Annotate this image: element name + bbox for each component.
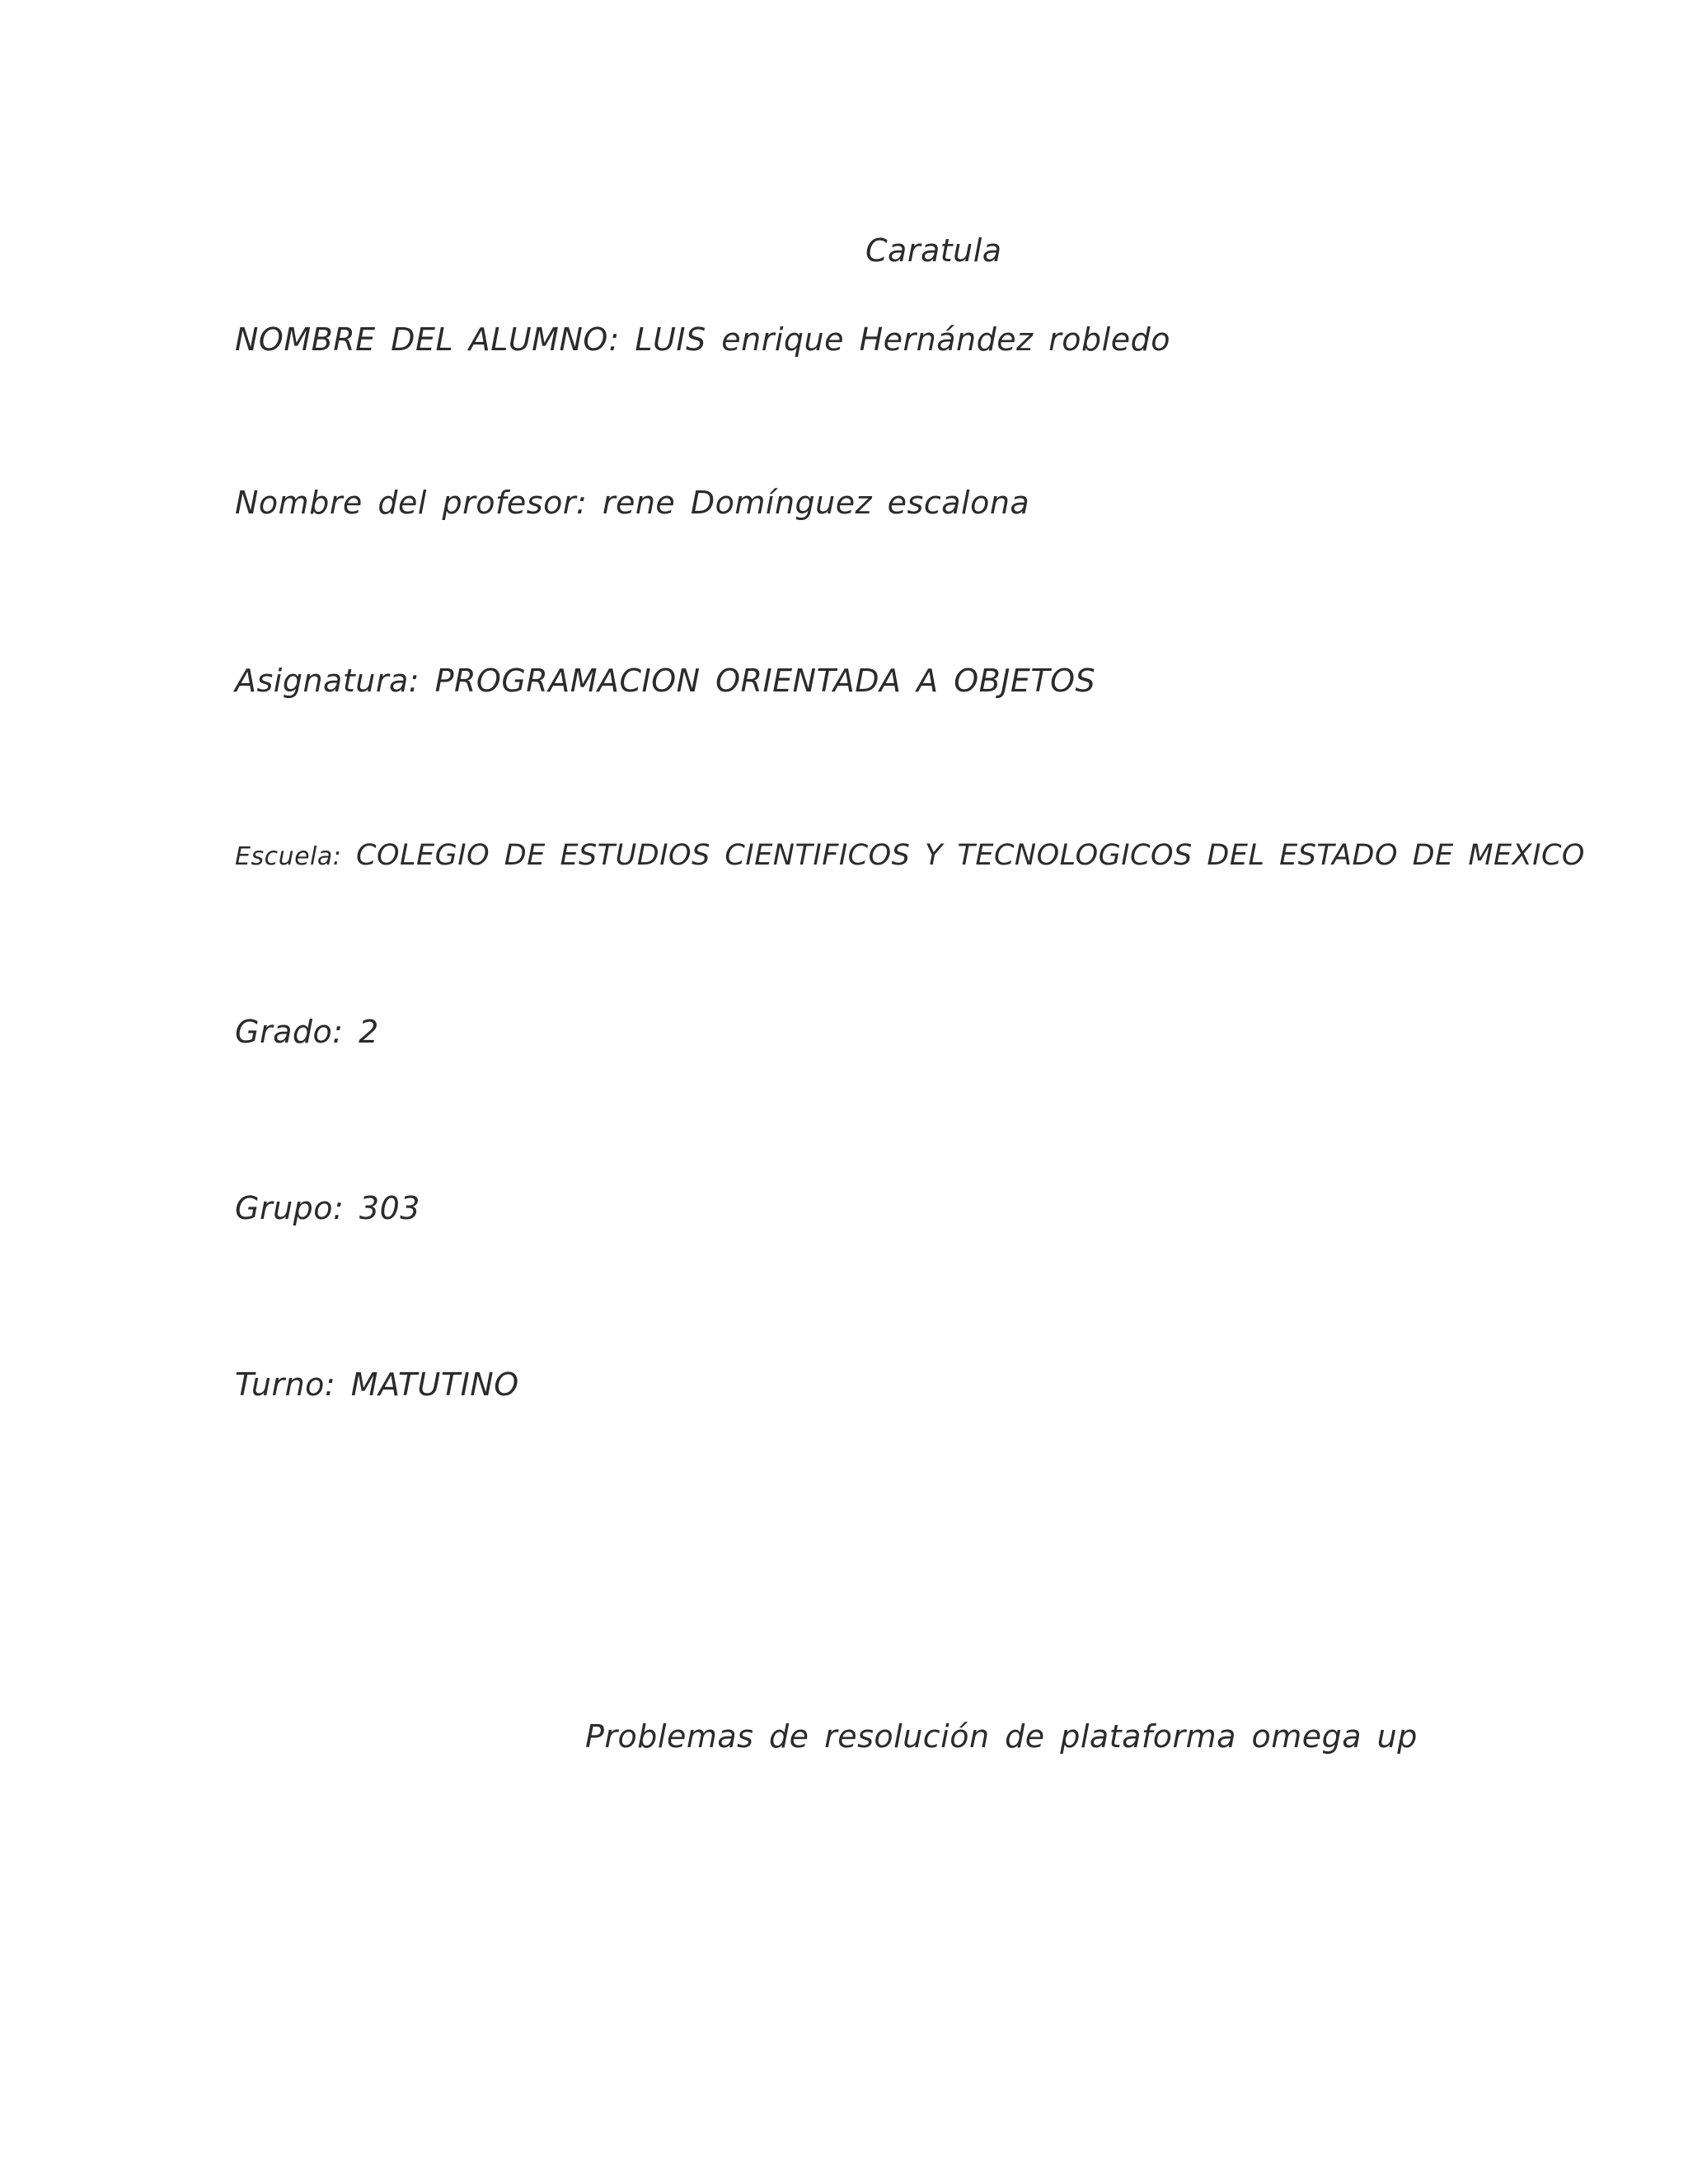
cover-title: Caratula (865, 232, 1002, 269)
school-name: COLEGIO DE ESTUDIOS CIENTIFICOS Y TECNOLOGICOS DEL ESTADO DE MEXICO (356, 839, 1585, 872)
topic: Problemas de resolución de plataforma omega up (585, 1718, 1418, 1755)
grade: Grado: 2 (235, 1014, 379, 1050)
group: Grupo: 303 (235, 1190, 420, 1226)
shift: Turno: MATUTINO (235, 1366, 519, 1403)
student-name: NOMBRE DEL ALUMNO: LUIS enrique Hernández robledo (235, 321, 1170, 358)
school-label: Escuela: (235, 842, 342, 871)
school-line (235, 839, 1585, 872)
subject-name: Asignatura: PROGRAMACION ORIENTADA A OBJETOS (235, 663, 1096, 699)
teacher-name: Nombre del profesor: rene Domínguez escalona (235, 485, 1030, 521)
